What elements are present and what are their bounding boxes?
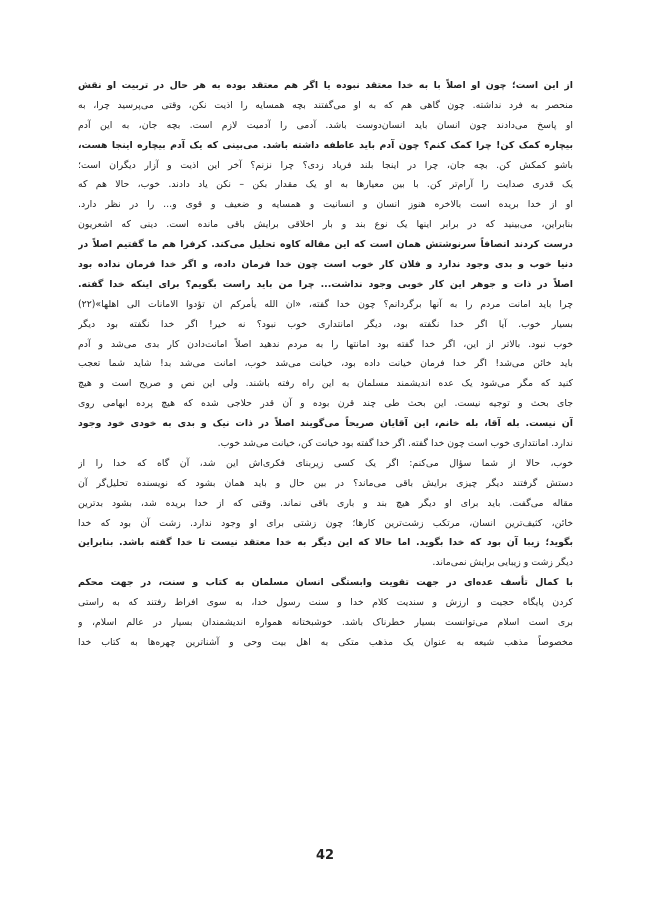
text-line: او از خدا بریده است بالاخره هنوز انسان و انسانیت و همسایه و ضعیف و قوی و... را در نظر دارد. — [78, 199, 573, 211]
text-line: ندارد. امانتداری خوب است چون خدا گفته. اگر خدا گفته بود خیانت کن، خیانت می‌شد خوب. — [217, 438, 573, 450]
text-line: مخصوصاً مذهب شیعه به عنوان یک مذهب متکی به اهل بیت وحی و آشناترین چهره‌ها به کتاب خدا — [78, 636, 573, 648]
text-line: خائن، کثیف‌ترین انسان، مرتکب زشت‌ترین کارها؛ چون زشتی برای او وجود ندارد. زشت آن بود که خدا — [78, 517, 573, 529]
text-line: جای بحث و توجیه نیست. این بحث طی چند قرن بوده و آن قدر حلاجی شده که هیچ پرده ابهامی روی — [78, 398, 573, 410]
text-line: با کمال تأسف عده‌ای در جهت تقویت وابستگی انسان مسلمان به کتاب و سنت، در جهت محکم — [78, 577, 573, 589]
text-line: بگوید؛ زیبا آن بود که خدا بگوید. اما حالا که این دیگر به خدا معتقد نیست تا خدا گفته باشد. بنابراین — [78, 537, 573, 549]
text-line: خوب، حالا از شما سؤال می‌کنم: اگر یک کسی زیربنای فکری‌اش این شد، آن گاه که خدا را از — [78, 457, 573, 469]
text-line: یک قدری صدایت را آرام‌تر کن. با بین معیارها به او یک مقدار بکن – نکن یاد دادند. خوب، حالا هم که — [78, 179, 573, 191]
text-line: دستش گرفتند دیگر چیزی برایش باقی می‌ماند؟ در بین حال و باید همان بشود که نویسنده تحلیل‌گر آن — [78, 477, 573, 489]
text-line: دیگر زشت و زیبایی برایش نمی‌ماند. — [432, 557, 573, 569]
text-line: آن نیست. بله آقا، بله خانم، این آقایان صریحاً می‌گویند اصلاً در ذات نیک و بدی به خودی خود وجود — [78, 418, 573, 430]
text-line: چرا باید امانت مردم را به آنها برگردانم؟ چون خدا گفته، «ان الله یأمرکم ان تؤدوا الامانات الی اهلها»(۲۲) — [78, 298, 573, 310]
text-line: دنیا خوب و بدی وجود ندارد و فلان کار خوب است چون خدا فرمان داده، و اگر خدا فرمان نداده بود — [78, 259, 573, 271]
text-line: اصلاً در ذات و جوهر این کار خوبی وجود نداشت... چرا من باید راست بگویم؟ برای اینکه خدا گفته. — [78, 278, 573, 290]
text-line: بری است اسلام می‌توانست بسیار خطرناک باشد. خوشبختانه همواره اندیشمندان بسیار در عالم اسلام، و — [78, 617, 573, 629]
text-line: کردن پایگاه حجیت و ارزش و سندیت کلام خدا و سنت رسول خدا، به سوی افراط رفتند که به راستی — [78, 597, 573, 609]
text-line: او پاسخ می‌دادند چون انسان باید انسان‌دوست باشد. آدمی را آدمیت لازم است. بچه جان، به این آدم — [78, 119, 573, 131]
text-line: منحصر به فرد نداشته. چون گاهی هم که به او می‌گفتند بچه همسایه را اذیت نکن، وقتی می‌پرسید چرا، به — [78, 99, 573, 111]
text-line: بنابراین، می‌بینید که در برابر اینها یک نوع بند و بار اخلاقی برایش باقی مانده است. دینی که اشعریون — [78, 219, 573, 231]
page-number: 42 — [315, 848, 335, 863]
text-line: کنید که مگر می‌شود یک عده اندیشمند مسلمان به این راه رفته باشند. ولی این نص و صریح است و هیچ — [78, 378, 573, 390]
text-line: از این است؛ چون او اصلاً با به خدا معتقد نبوده یا اگر هم معتقد بوده به هر حال در تربیت او نقش — [78, 80, 573, 91]
text-line: خوب نبود. بالاتر از این، اگر خدا گفته بود امانتها را به مردم ندهید اصلاً امانت‌دادن کار بدی می‌شد و آدم — [78, 338, 573, 350]
text-line: بیچاره کمک کن! چرا کمک کنم؟ چون آدم باید عاطفه داشته باشد. می‌بینی که یک آدم بیچاره اینجا هست، — [78, 139, 573, 151]
text-line: مقاله می‌گفت. باید برای او دیگر هیچ بند و باری باقی نماند. وقتی که از خدا بریده شد، بشود بدترین — [78, 497, 573, 509]
text-line: درست کردند انصافاً سرنوشتش همان است که این مقاله کاوه تحلیل می‌کند. کرفرا هم ما گفتیم اصلاً در — [78, 239, 573, 251]
body-text — [78, 76, 573, 653]
text-line: بسیار خوب. آیا اگر خدا نگفته بود، دیگر امانتداری خوب نبود؟ نه خیر! اگر خدا نگفته بود دیگر — [78, 318, 573, 330]
text-line: باید خائن می‌شد! اگر خدا فرمان خیانت داده بود، خیانت می‌شد خوب، امانت می‌شد بد! شاید شما تعجب — [78, 358, 573, 370]
text-line: باشو کمکش کن. بچه جان، چرا در اینجا بلند فریاد زدی؟ چرا نزنم؟ آخر این اذیت و آزار دیگران است؛ — [78, 159, 573, 171]
